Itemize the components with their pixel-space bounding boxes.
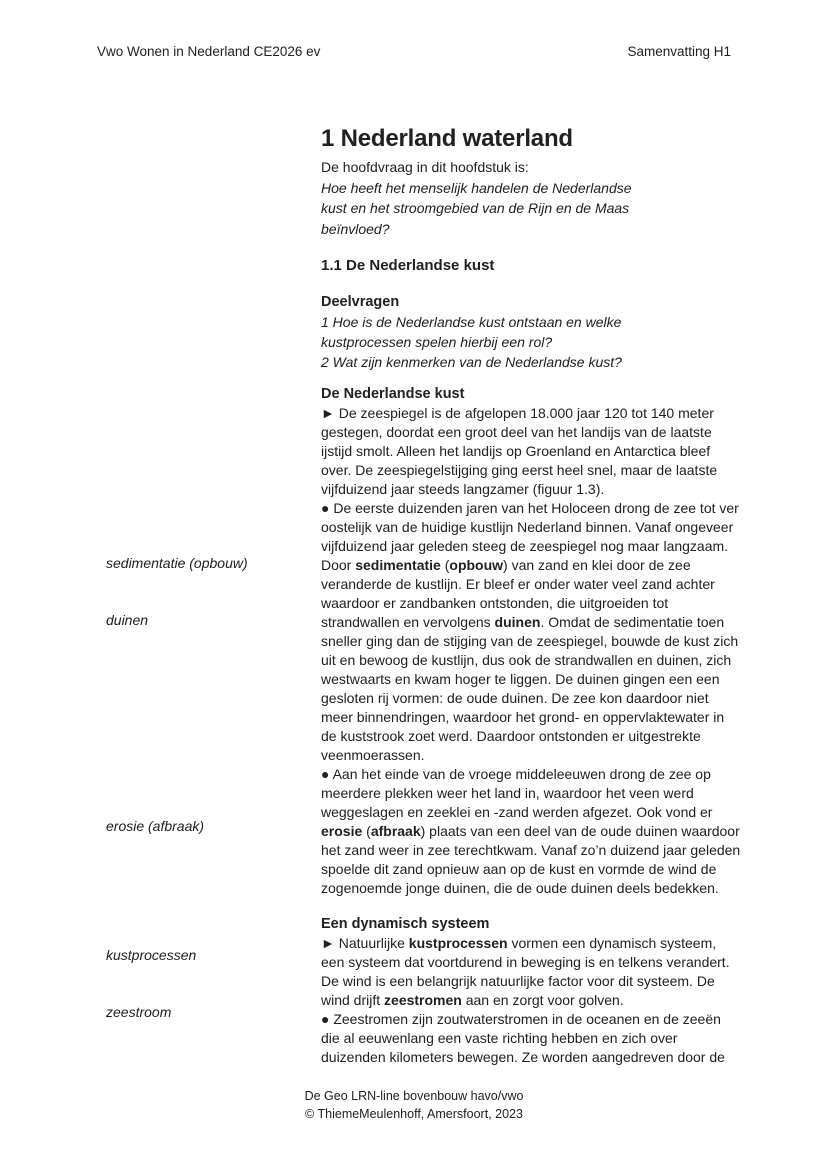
header-right-text: Samenvatting H1 bbox=[627, 44, 731, 59]
keyword-bold-text: sedimentatie bbox=[355, 556, 441, 573]
keyword-bold-text: duinen bbox=[494, 613, 541, 630]
deelvragen-list bbox=[321, 312, 741, 373]
section-heading: 1.1 De Nederlandse kust bbox=[321, 257, 495, 274]
keyword-bold-text: opbouw bbox=[449, 556, 504, 573]
paragraph-text: ( bbox=[440, 556, 450, 573]
paragraph-text: vormen een dynamisch systeem, een systeem dat voortdurend in beweging is en telkens verandert. De wind is een belangrijk natuurlijke factor voor dit systeem. De wind drijft bbox=[321, 934, 730, 1008]
margin-keyword: duinen bbox=[106, 612, 149, 628]
paragraph-text: ) plaats van een deel van de oude duinen waardoor het zand weer in zee terechtkwam. Vanaf zo’n duizend jaar geleden spoelde dit zand opnieuw aan op de kust en vormde de wind de zogenoemde jonge duinen, die de oude duinen deels bedekken. bbox=[321, 822, 741, 896]
keyword-bold-text: kustprocessen bbox=[408, 934, 508, 951]
page-footer bbox=[0, 1087, 828, 1123]
body-paragraph bbox=[321, 404, 741, 499]
keyword-bold-text: erosie bbox=[321, 822, 363, 839]
body-paragraph bbox=[321, 499, 741, 765]
footer-copyright-text: © ThiemeMeulenhoff, Amersfoort, 2023 bbox=[305, 1107, 523, 1121]
content-block-heading: Een dynamisch systeem bbox=[321, 915, 490, 932]
paragraph-text: aan en zorgt voor golven. bbox=[461, 991, 624, 1008]
paragraph-text: ● Zeestromen zijn zoutwaterstromen in de oceanen en de zeeën die al eeuwenlang een vaste richting hebben en zich over duizenden kilometers bewegen. Ze worden aangedreven door de bbox=[321, 1010, 725, 1065]
paragraph-text: ► Natuurlijke bbox=[321, 934, 409, 951]
header-left-text: Vwo Wonen in Nederland CE2026 ev bbox=[97, 44, 321, 59]
content-block bbox=[321, 385, 741, 898]
content-block-heading: De Nederlandse kust bbox=[321, 385, 465, 402]
main-question: Hoe heeft het menselijk handelen de Nederlandse kust en het stroomgebied van de Rijn en de Maas beïnvloed? bbox=[321, 179, 632, 237]
keyword-bold-text: afbraak bbox=[370, 822, 421, 839]
deelvraag-item: 2 Wat zijn kenmerken van de Nederlandse kust? bbox=[321, 354, 622, 371]
margin-keyword: sedimentatie (opbouw) bbox=[106, 555, 248, 571]
body-paragraph bbox=[321, 765, 741, 898]
margin-keyword: zeestroom bbox=[106, 1004, 172, 1020]
paragraph-text: ( bbox=[362, 822, 371, 839]
body-paragraph bbox=[321, 934, 741, 1010]
main-column bbox=[321, 124, 741, 1067]
body-blocks bbox=[321, 385, 741, 1067]
paragraph-text: ● Aan het einde van de vroege middeleeuwen drong de zee op meerdere plekken weer het land in, waardoor het veen werd weggeslagen en zeeklei en -zand werden afgezet. Ook vond er bbox=[321, 765, 713, 820]
lead-text: De hoofdvraag in dit hoofdstuk is: bbox=[321, 159, 529, 175]
paragraph-text: ► De zeespiegel is de afgelopen 18.000 jaar 120 tot 140 meter gestegen, doordat een groot deel van het landijs van de laatste ijstijd smolt. Alleen het landijs op Groenland en Antarctica bleef over. De zeespiegelstijging ging eerst heel snel, maar de laatste vijfduizend jaar steeds langzamer (figuur 1.3). bbox=[321, 404, 718, 497]
page-header bbox=[97, 44, 731, 60]
paragraph-text: ● De eerste duizenden jaren van het Holoceen drong de zee tot ver oostelijk van de huidige kustlijn Nederland binnen. Vanaf ongeveer vijfduizend jaar geleden steeg de zeespiegel nog maar langzaam. Door bbox=[321, 499, 739, 573]
body-paragraph bbox=[321, 1010, 741, 1067]
keyword-bold-text: zeestromen bbox=[384, 991, 462, 1008]
deelvraag-item: 1 Hoe is de Nederlandse kust ontstaan en welke kustprocessen spelen hierbij een rol? bbox=[321, 314, 622, 351]
paragraph-text: . Omdat de sedimentatie toen sneller ging dan de stijging van de zeespiegel, bouwde de kust zich uit en bewoog de kustlijn, dus ook de strandwallen en duinen, zich westwaarts en kwam hoger te liggen. De duinen gingen een een gesloten rij vormen: de oude duinen. De zee kon daardoor niet meer binnendringen, waardoor het grond- en oppervlaktewater in de kuststrook zoet werd. Daardoor ontstonden er uitgestrekte veenmoerassen. bbox=[321, 613, 739, 763]
chapter-title: 1 Nederland waterland bbox=[321, 125, 573, 152]
content-block bbox=[321, 915, 741, 1067]
deelvragen-heading: Deelvragen bbox=[321, 294, 400, 310]
footer-series-text: De Geo LRN-line bovenbouw havo/vwo bbox=[304, 1089, 524, 1103]
paragraph-text: ) van zand en klei door de zee veranderde de kustlijn. Er bleef er onder water veel zand achter waardoor er zandbanken ontstonden, die uitgroeiden tot strandwallen en vervolgens bbox=[321, 556, 715, 630]
margin-keyword: kustprocessen bbox=[106, 947, 197, 963]
margin-keyword: erosie (afbraak) bbox=[106, 818, 205, 834]
